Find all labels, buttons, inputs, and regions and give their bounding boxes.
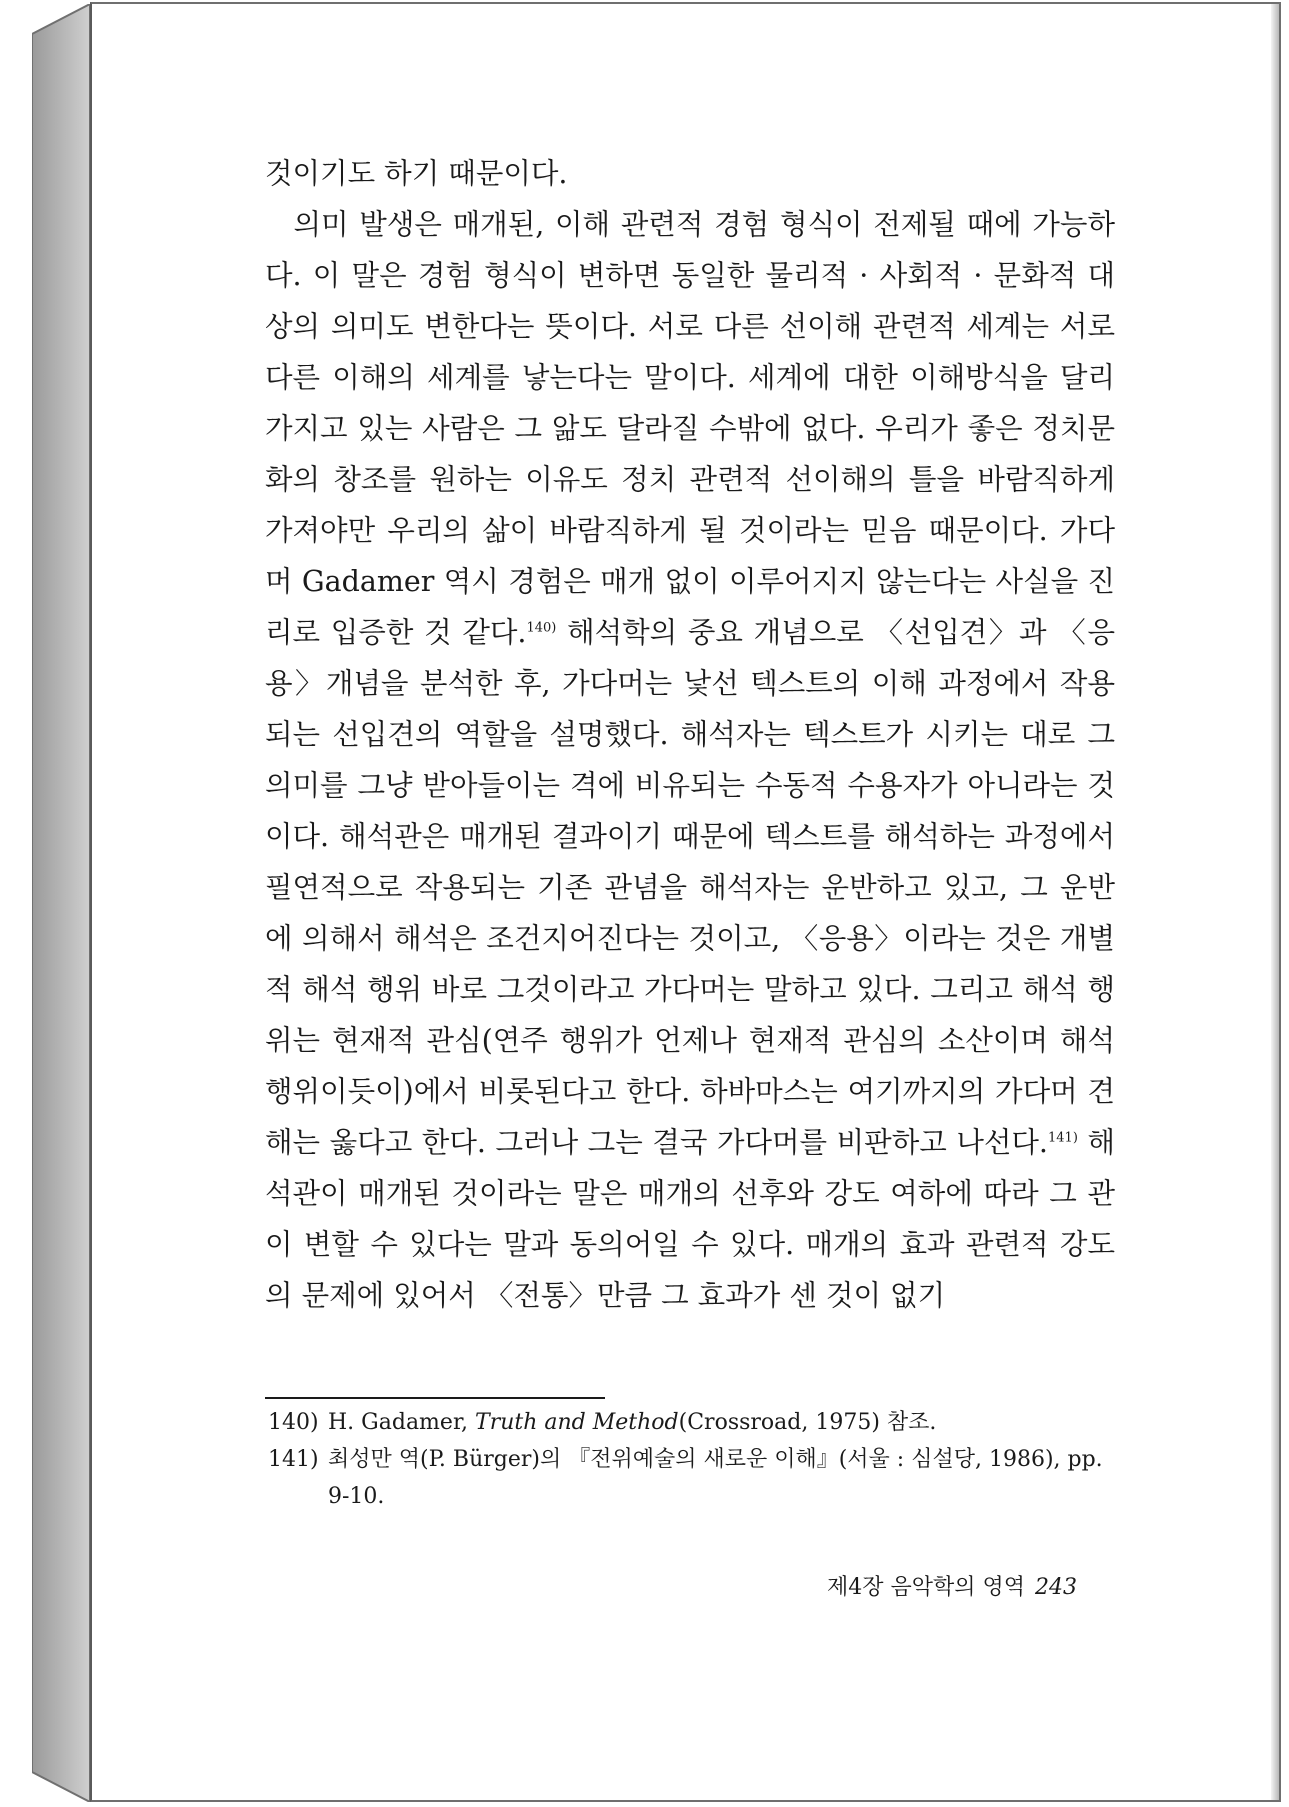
footnote-141 bbox=[268, 1441, 1118, 1515]
book-spine bbox=[32, 4, 90, 1802]
footnote-text bbox=[328, 1404, 1118, 1441]
paragraph-1: 것이기도 하기 때문이다. bbox=[265, 157, 568, 190]
footnote-140 bbox=[268, 1404, 1118, 1441]
paragraph-2-part-1: 의미 발생은 매개된, 이해 관련적 경험 형식이 전제될 때에 가능하다. 이 말은 경험 형식이 변하면 동일한 물리적 · 사회적 · 문화적 대상의 의미도 변한다는 뜻이다. 서로 다른 선이해 관련적 세계는 서로 다른 이해의 세계를 낳는다는 말이다. 세계에 대한 이해방식을 달리 가지고 있는 사람은 그 앎도 달라질 수밖에 없다. 우리가 좋은 정치문화의 창조를 원하는 이유도 정치 관련적 선이해의 틀을 바람직하게 가져야만 우리의 삶이 바람직하게 될 것이라는 믿음 때문이다. 가다머 Gadamer 역시 경험은 매개 없이 이루어지지 않는다는 사실을 진리로 입증한 것 같다. bbox=[265, 208, 1115, 649]
page-edge-shadow bbox=[1271, 4, 1279, 1800]
footnote-ref-140[interactable]: 140) bbox=[526, 620, 557, 636]
footnote-number: 141) bbox=[268, 1447, 319, 1472]
footnote-ref-141[interactable]: 141) bbox=[1048, 1130, 1078, 1146]
footnote-number: 140) bbox=[268, 1410, 319, 1435]
footnote-book-title: Truth and Method bbox=[475, 1410, 679, 1435]
body-text bbox=[265, 148, 1115, 1321]
paragraph-2-part-2: 해석학의 중요 개념으로 〈선입견〉과 〈응용〉개념을 분석한 후, 가다머는 낯선 텍스트의 이해 과정에서 작용되는 선입견의 역할을 설명했다. 해석자는 텍스트가 시키는 대로 그 의미를 그냥 받아들이는 격에 비유되는 수동적 수용자가 아니라는 것이다. 해석관은 매개된 결과이기 때문에 텍스트를 해석하는 과정에서 필연적으로 작용되는 기존 관념을 해석자는 운반하고 있고, 그 운반에 의해서 해석은 조건지어진다는 것이고, 〈응용〉이라는 것은 개별적 해석 행위 바로 그것이라고 가다머는 말하고 있다. 그리고 해석 행위는 현재적 관심(연주 행위가 언제나 현재적 관심의 소산이며 해석 행위이듯이)에서 비롯된다고 한다. 하바마스는 여기까지의 가다머 견해는 옳다고 한다. 그러나 그는 결국 가다머를 비판하고 나선다. bbox=[265, 616, 1115, 1159]
footnote-text-post: (Crossroad, 1975) 참조. bbox=[678, 1410, 937, 1435]
paragraph-2-part-3: 해석관이 매개된 것이라는 말은 매개의 선후와 강도 여하에 따라 그 관이 변할 수 있다는 말과 동의어일 수 있다. 매개의 효과 관련적 강도의 문제에 있어서 〈전통〉만큼 그 효과가 센 것이 없기 bbox=[265, 1126, 1115, 1312]
footnotes bbox=[268, 1404, 1118, 1515]
footnote-text-pre: H. Gadamer, bbox=[328, 1410, 476, 1435]
page-number: 243 bbox=[1035, 1575, 1077, 1600]
book-spine-shape bbox=[32, 4, 90, 1802]
chapter-title: 제4장 음악학의 영역 bbox=[827, 1575, 1025, 1600]
footnote-text bbox=[328, 1441, 1118, 1515]
footnote-divider bbox=[265, 1397, 605, 1399]
paragraph-2 bbox=[265, 199, 1115, 1321]
footnote-text-pre: 최성만 역(P. Bürger)의 『전위예술의 새로운 이해』(서울 : 심설당, 1986), pp. 9-10. bbox=[328, 1447, 1103, 1509]
running-footer bbox=[827, 1570, 1077, 1601]
